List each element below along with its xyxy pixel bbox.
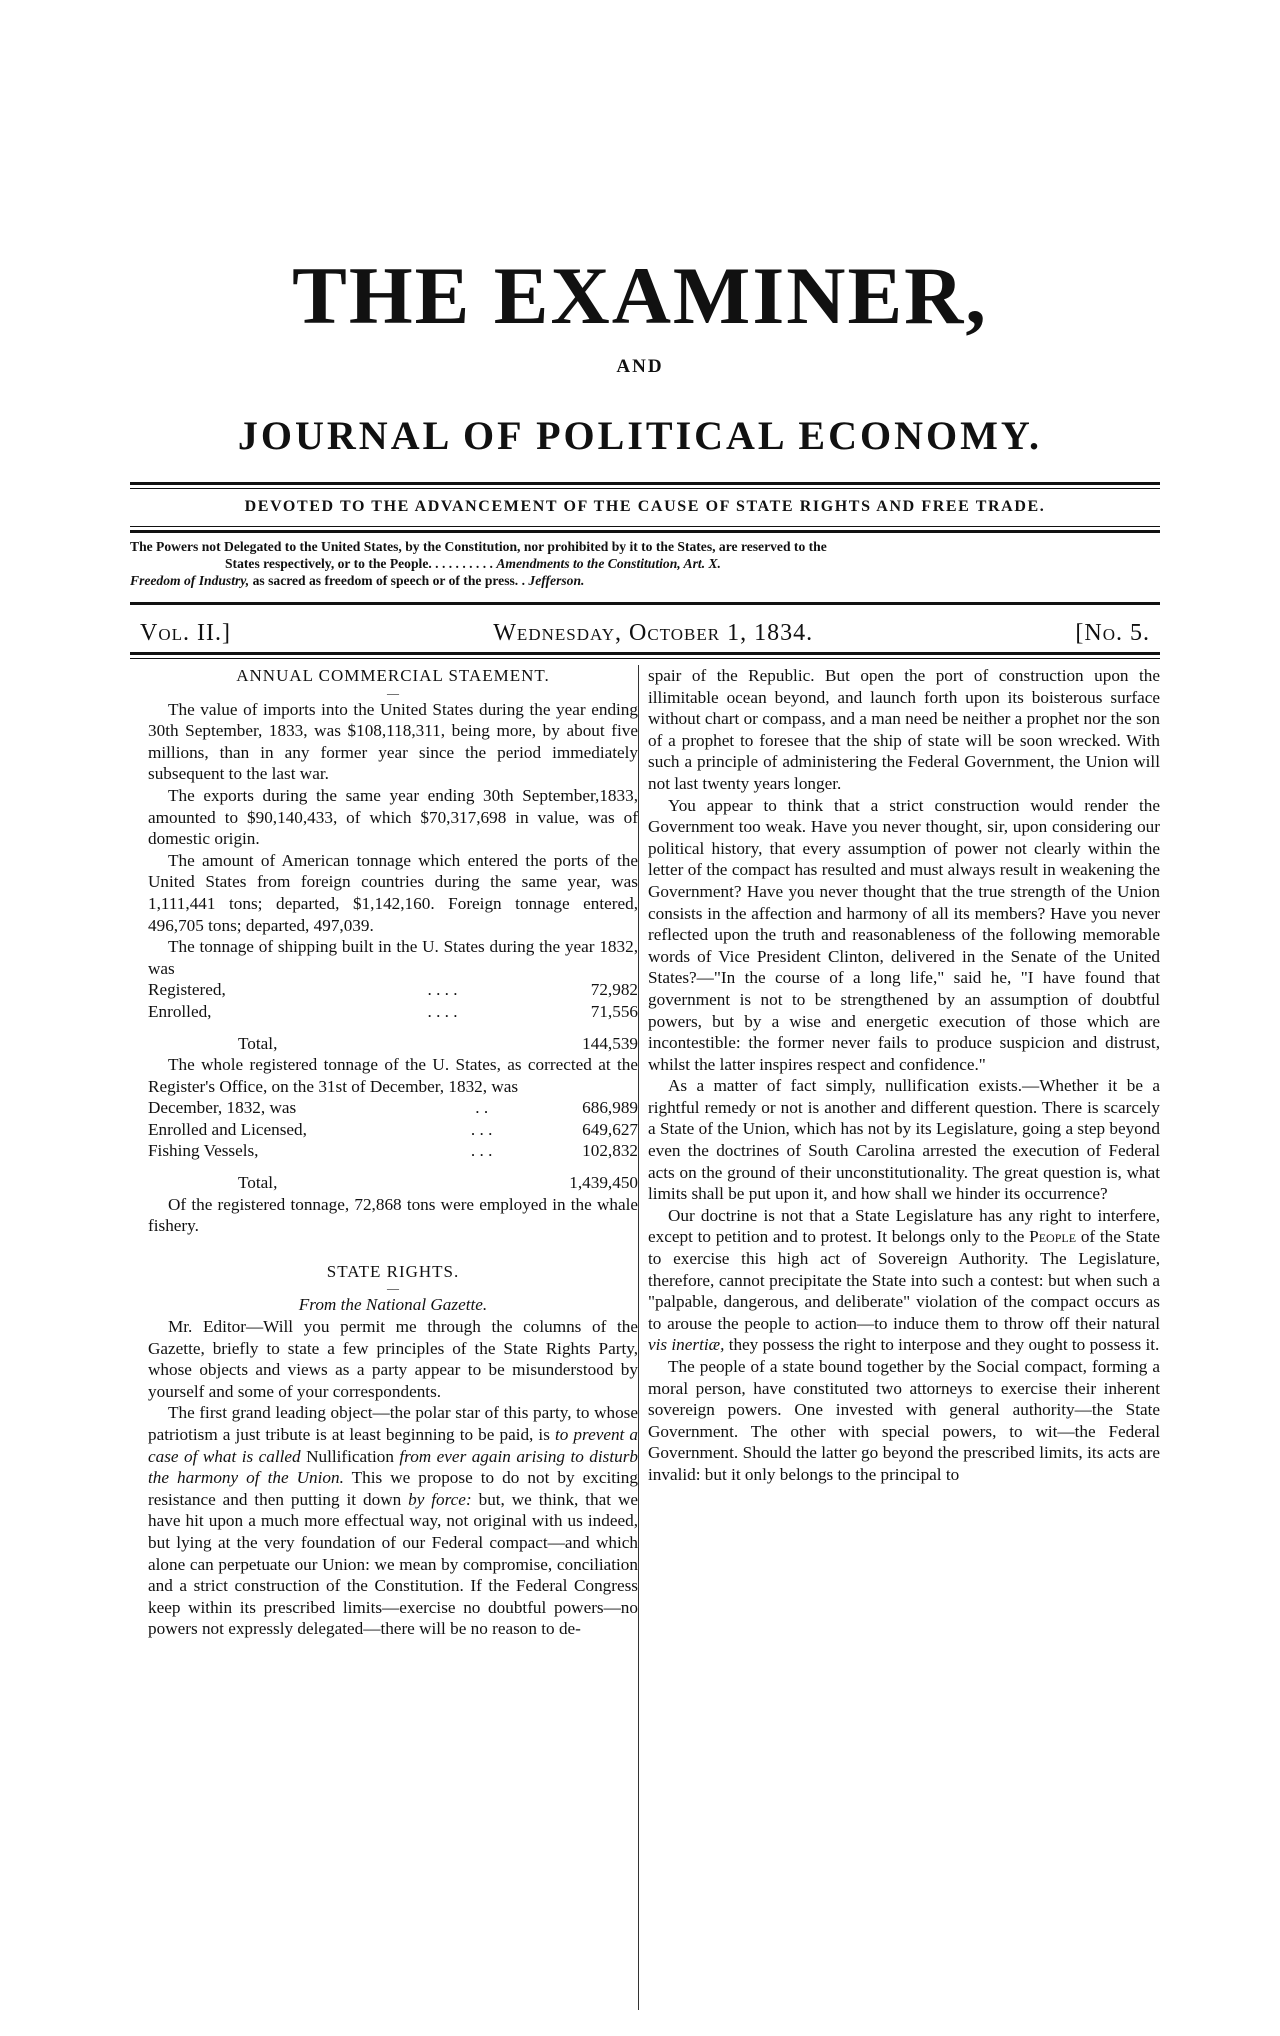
- mottos: [130, 538, 1160, 589]
- left-column: [148, 665, 638, 1640]
- dash-divider: —: [387, 1281, 399, 1296]
- motto-line-3: [130, 572, 1160, 589]
- table-row: [148, 1119, 638, 1141]
- heading-state-rights: STATE RIGHTS.: [326, 1261, 460, 1281]
- table-row: [148, 1001, 638, 1023]
- table-dots: . . .: [470, 1119, 493, 1139]
- table-row: [148, 1140, 638, 1162]
- dash-divider: —: [387, 685, 399, 700]
- paragraph: The value of imports into the United States during the year ending 30th September, 1833, was $108,118,311, being more, by about five millions, than in any former year since the period immediately subsequent to the last war.: [148, 699, 638, 784]
- motto-line-2-cite: Amendments to the Constitution, Art. X.: [496, 556, 721, 571]
- motto-line-3-lead: Freedom of Industry,: [130, 573, 250, 588]
- rule-top: [130, 482, 1160, 485]
- text-run: but, we think, that we have hit upon a much more effectual way, not original with us indeed, but lying at the very foundation of our Federal compact—and which alone can perpetuate our Union: we mean by compromise, conciliation and a strict construction of the Constitution. If the Federal Congress keep within its prescribed limits—exercise no doubtful powers—no powers not expressly delegated—there will be no reason to de-: [148, 1489, 639, 1639]
- table-row: [148, 979, 638, 1001]
- table-dots: . . . .: [427, 980, 458, 1000]
- motto-line-1: The Powers not Delegated to the United States, by the Constitution, nor prohibited by it to the States, are reserved to the: [130, 539, 827, 554]
- paragraph: As a matter of fact simply, nullification exists.—Whether it be a rightful remedy or not is another and different question. There is scarcely a State of the Union, which has not by its Legislature, going a step beyond even the doctrines of South Carolina arrested the execution of Federal acts on the ground of their unconstitutionality. The great question is, what limits shall be put upon it, and how shall we hinder its occurrence?: [648, 1076, 1160, 1204]
- table-total-label: Total,: [238, 1033, 278, 1053]
- motto-line-2-text: States respectively, or to the People. . . . . . . . . .: [225, 556, 493, 571]
- volume-label: Vol. II.]: [140, 620, 231, 646]
- table-label: Enrolled,: [148, 1001, 212, 1021]
- rule-lower: [130, 602, 1160, 605]
- table-row: [148, 1097, 638, 1119]
- tonnage-table-2: [148, 1097, 638, 1193]
- table-value: 72,982: [590, 980, 638, 1000]
- text-run: of the State to exercise this high act of Sovereign Authority. The Legislature, therefore, cannot precipitate the State into such a contest: but when such a "palpable, dangerous, and deliberate" violation of the compact occurs as to arouse the people to action—to induce them to throw off their natural: [648, 1227, 1161, 1333]
- table-label: Fishing Vessels,: [148, 1141, 259, 1161]
- table-total-value: 144,539: [582, 1033, 638, 1053]
- text-run-italic: to prevent a case of what is called: [148, 1425, 638, 1466]
- issue-line: [140, 620, 1150, 647]
- paragraph: [648, 1205, 1160, 1356]
- text-run: Nullification: [306, 1446, 394, 1466]
- text-run-italic: by force:: [408, 1489, 472, 1509]
- motto-line-3-cite: Jefferson.: [528, 573, 585, 588]
- paragraph: You appear to think that a strict construction would render the Government too weak. Have you never thought, sir, upon considering our political history, that every assumption of power not clearly within the letter of the compact has resulted and must always result in weakening the Government? Have you never thought that the true strength of the Union consists in the affection and harmony of all its members? Have you never reflected upon the truth and reasonableness of the following memorable words of Vice President Clinton, delivered in the Senate of the United States?—"In the course of a long life," said he, "I have found that government is not to be strengthened by an assumption of doubtful powers, but by a wise and energetic execution of those which are incontestible: the former never fails to produce suspicion and distrust, whilst the latter inspires respect and confidence.": [648, 795, 1160, 1074]
- paragraph: The tonnage of shipping built in the U. States during the year 1832, was: [148, 937, 638, 978]
- table-label: Registered,: [148, 980, 226, 1000]
- devoted-line: DEVOTED TO THE ADVANCEMENT OF THE CAUSE OF STATE RIGHTS AND FREE TRADE.: [244, 498, 1046, 515]
- rule-issue: [130, 652, 1160, 655]
- motto-line-2: [130, 555, 1160, 572]
- table-value: 71,556: [590, 1001, 638, 1021]
- paragraph: The whole registered tonnage of the U. States, as corrected at the Register's Office, on the 31st of December, 1832, was: [148, 1055, 638, 1096]
- rule-top-thin: [130, 488, 1160, 489]
- table-value: 102,832: [582, 1141, 638, 1161]
- paragraph: [148, 1402, 638, 1640]
- text-run: Our doctrine is not that a State Legislature has any right to interfere, except to petition and to protest. It belongs only to the: [648, 1205, 1160, 1247]
- table-label: Enrolled and Licensed,: [148, 1119, 307, 1139]
- motto-line-3-text: as sacred as freedom of speech or of the press. .: [252, 573, 525, 588]
- text-run: The first grand leading object—the polar star of this party, to whose patriotism a just tribute is at least beginning to be paid, is: [148, 1403, 638, 1444]
- paragraph: spair of the Republic. But open the port of construction upon the illimitable ocean beyond, and launch forth upon its boisterous surface without chart or compass, and a man need be neither a prophet nor the son of a prophet to foresee that the ship of state will be soon wrecked. With such a principle of administering the Federal Government, the Union will not last twenty years longer.: [648, 666, 1160, 793]
- rule-mid: [130, 530, 1160, 533]
- tonnage-table-1: [148, 979, 638, 1054]
- right-column: [648, 665, 1160, 1486]
- masthead-title: THE EXAMINER,: [292, 250, 988, 341]
- column-divider: [638, 665, 639, 2010]
- masthead-and: AND: [616, 356, 664, 377]
- text-run-italic: vis inertiæ,: [648, 1335, 725, 1355]
- rule-mid-thin: [130, 526, 1160, 527]
- issue-number: [No. 5.: [1075, 620, 1150, 646]
- issue-date: Wednesday, October 1, 1834.: [493, 620, 814, 646]
- table-value: 649,627: [582, 1119, 638, 1139]
- table-dots: . . .: [470, 1141, 493, 1161]
- table-dots: . . . .: [427, 1001, 458, 1021]
- text-run-italic: from ever again arising to disturb the harmony of the Union.: [148, 1446, 639, 1488]
- table-total-row: [148, 1162, 638, 1194]
- masthead-subtitle: JOURNAL OF POLITICAL ECONOMY.: [237, 413, 1043, 458]
- paragraph: The amount of American tonnage which entered the ports of the United States from foreign countries during the same year, was 1,111,441 tons; departed, $1,142,160. Foreign tonnage entered, 496,705 tons; departed, 497,039.: [148, 850, 638, 935]
- paragraph: The people of a state bound together by the Social compact, forming a moral person, have constituted two attorneys to exercise their inherent sovereign powers. One invested with general authority—the State Government. The other with special powers, to wit—the Federal Government. Should the latter go beyond the prescribed limits, its acts are invalid: but it only belongs to the principal to: [648, 1357, 1160, 1484]
- table-label: December, 1832, was: [148, 1098, 297, 1118]
- article-source: From the National Gazette.: [298, 1295, 488, 1315]
- table-dots: . .: [475, 1098, 489, 1118]
- paragraph: Of the registered tonnage, 72,868 tons were employed in the whale fishery.: [148, 1194, 638, 1236]
- table-total-value: 1,439,450: [569, 1173, 638, 1193]
- paragraph: Mr. Editor—Will you permit me through the columns of the Gazette, briefly to state a few principles of the State Rights Party, whose objects and views as a party appear to be misunderstood by yourself and some of your correspondents.: [148, 1317, 638, 1401]
- table-total-label: Total,: [238, 1173, 278, 1193]
- table-value: 686,989: [582, 1098, 638, 1118]
- text-run: This we propose to do not by exciting resistance and then putting it down: [148, 1468, 638, 1509]
- paragraph: The exports during the same year ending 30th September,1833, amounted to $90,140,433, of which $70,317,698 in value, was of domestic origin.: [148, 785, 638, 849]
- text-run-smallcaps: People: [1029, 1227, 1077, 1247]
- table-total-row: [148, 1023, 638, 1055]
- heading-commercial: ANNUAL COMMERCIAL STAEMENT.: [236, 666, 550, 685]
- text-run: they possess the right to interpose and they ought to possess it.: [728, 1335, 1160, 1355]
- rule-issue-thin: [130, 658, 1160, 659]
